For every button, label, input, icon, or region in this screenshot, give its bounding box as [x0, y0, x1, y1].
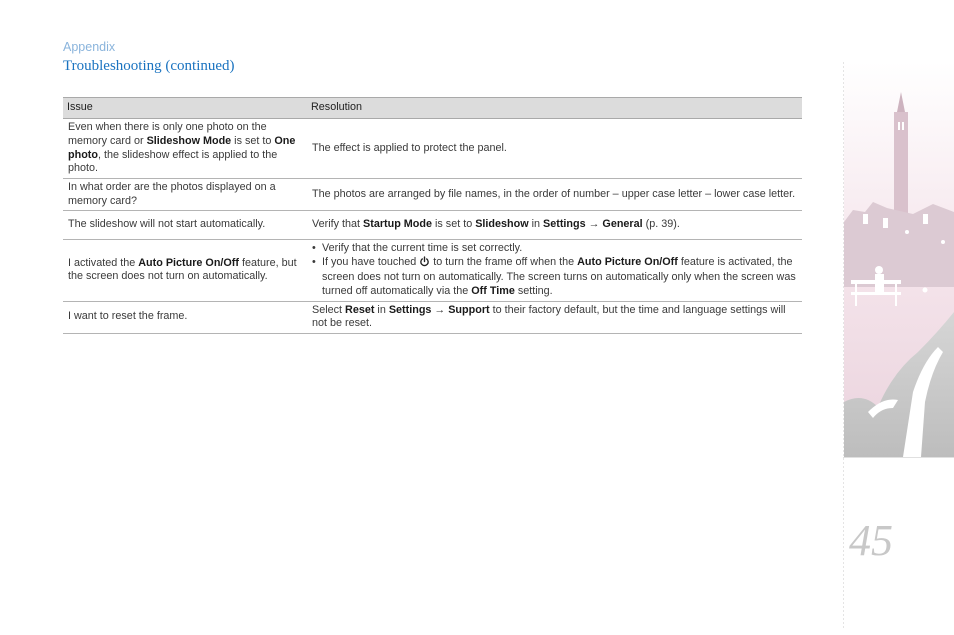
- table-row: [63, 240, 802, 301]
- table-row: [63, 119, 802, 179]
- troubleshooting-table: [63, 97, 802, 334]
- issue-cell: The slideshow will not start automatically.: [63, 211, 307, 240]
- page-number: 45: [849, 516, 893, 565]
- issue-cell: In what order are the photos displayed on a memory card?: [63, 179, 307, 211]
- section-label: Appendix: [63, 40, 116, 54]
- table-header-row: [63, 98, 802, 119]
- list-item: • If you have touched to turn the frame off when the Auto Picture On/Off feature is activated, the screen does not turn on automatically. The screen turns on automatically only when the screen was turned off automatically via the Off Time setting.: [322, 256, 797, 299]
- table-row: [63, 301, 802, 333]
- issue-cell: I activated the Auto Picture On/Off feature, but the screen does not turn on automatically.: [63, 240, 307, 301]
- column-header-resolution: Resolution: [307, 98, 802, 119]
- resolution-cell: The photos are arranged by file names, in the order of number – upper case letter – lower case letter.: [307, 179, 802, 211]
- resolution-cell: The effect is applied to protect the panel.: [307, 119, 802, 179]
- resolution-cell: [307, 240, 802, 301]
- list-item: • Verify that the current time is set correctly.: [322, 242, 797, 256]
- issue-cell: Even when there is only one photo on the memory card or Slideshow Mode is set to One photo, the slideshow effect is applied to the photo.: [63, 119, 307, 179]
- resolution-cell: Verify that Startup Mode is set to Slideshow in Settings → General (p. 39).: [307, 211, 802, 240]
- power-icon: [419, 256, 430, 272]
- page-title: Troubleshooting (continued): [63, 58, 235, 74]
- issue-cell: I want to reset the frame.: [63, 301, 307, 333]
- resolution-bullet-list: [312, 242, 797, 298]
- column-header-issue: Issue: [63, 98, 307, 119]
- table-row: [63, 179, 802, 211]
- table-row: [63, 211, 802, 240]
- resolution-cell: Select Reset in Settings → Support to their factory default, but the time and language settings will not be reset.: [307, 301, 802, 333]
